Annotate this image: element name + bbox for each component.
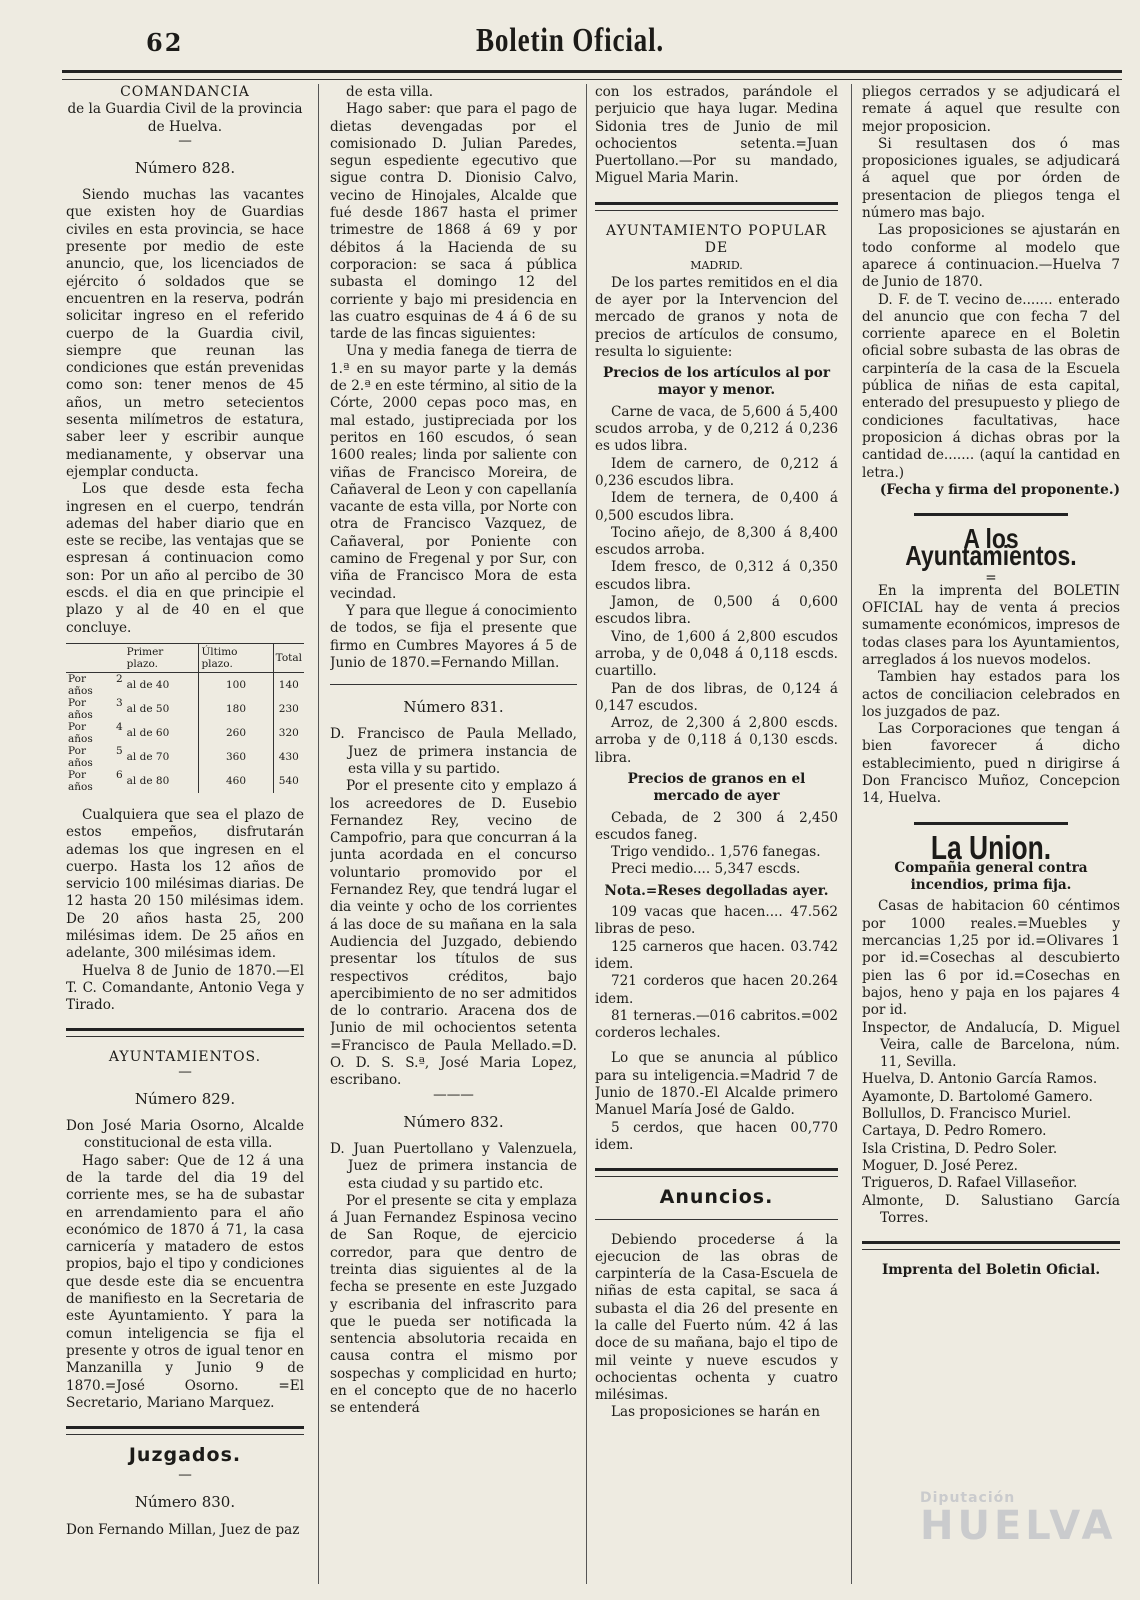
- separator: =: [985, 569, 997, 586]
- paragraph: Huelva 8 de Junio de 1870.—El T. C. Comandante, Antonio Vega y Tirado.: [66, 962, 304, 1014]
- table-cell: Por 3 años: [68, 696, 123, 721]
- watermark-small-text: Diputación: [920, 1490, 1016, 1506]
- notice-number: Número 829.: [134, 1089, 236, 1108]
- section-rule: [862, 1241, 1120, 1250]
- separator: —: [178, 1063, 192, 1080]
- column-4: [862, 84, 1120, 1584]
- divider: [595, 1219, 838, 1220]
- table-cell: 140: [273, 672, 304, 697]
- table-cell: 360: [199, 745, 273, 769]
- agent-item: Trigueros, D. Rafael Villaseñor.: [862, 1175, 1078, 1192]
- table-cell: 430: [273, 745, 304, 769]
- notice-intro: Don José Maria Osorno, Alcalde constitucional de esta villa.: [66, 1118, 304, 1152]
- paragraph: Por el presente se cita y emplaza á Juan Fernandez Espinosa vecino de San Roque, de ejercicio corredor, para que dentro de treinta dias siguientes al de la fecha se presente en este Juzgado y escribania del infrascrito para que le pueda ser notificada la sentencia absolutoria recaida en causa contra el mismo por sospechas y complicidad en hurto; en el concepto que de no hacerlo se entenderá: [330, 1192, 577, 1417]
- table-header: [66, 643, 125, 672]
- paragraph: Lo que se anuncia al público para su inteligencia.=Madrid 7 de Junio de 1870.-El Alcalde primero Manuel María José de Galdo.: [595, 1050, 838, 1119]
- notice-number: Número 832.: [403, 1112, 504, 1131]
- table-header: Último plazo.: [199, 643, 273, 672]
- paragraph: Y para que llegue á conocimiento de todos, se fija el presente que firmo en Cumbres Mayores á 5 de Junio de 1870.=Fernando Millan.: [330, 602, 577, 671]
- table-cell: al de 70: [126, 750, 170, 763]
- notice-number: Número 831.: [403, 698, 504, 717]
- separator: —: [178, 132, 192, 149]
- table-row: [66, 769, 304, 793]
- table-cell: 260: [199, 721, 273, 745]
- price-item: Idem de ternera, de 0,400 á 0,500 escudos libra.: [595, 490, 838, 524]
- table-cell: Por 4 años: [68, 720, 123, 745]
- imprint: Imprenta del Boletin Oficial.: [881, 1262, 1101, 1279]
- page-number: 62: [146, 28, 184, 57]
- agent-item: Moguer, D. José Perez.: [862, 1157, 1018, 1174]
- paragraph: Las Corporaciones que tengan á bien favorecer á dicho establecimiento, pued n dirigirse á Don Francisco Muñoz, Concepcion 14, Huelva.: [862, 721, 1120, 807]
- table-cell: Por 5 años: [68, 744, 123, 769]
- premium-table: [66, 643, 304, 793]
- section-rule: [595, 1168, 838, 1177]
- column-divider: [851, 84, 852, 1584]
- agent-item: Almonte, D. Salustiano García Torres.: [862, 1192, 1120, 1226]
- paragraph: Tambien hay estados para los actos de conciliacion celebrados en los juzgados de paz.: [862, 669, 1120, 720]
- paragraph: Cualquiera que sea el plazo de estos empeños, disfrutarán ademas los que ingresen en el cuerpo. Hasta los 12 años de servicio 100 milésimas diarias. De 12 hasta 20 150 milésimas idem. De 20 años hasta 25, 200 milésimas idem. De 25 años en adelante, 300 milésimas idem.: [66, 806, 304, 962]
- table-cell: al de 80: [126, 774, 170, 787]
- section-heading: La Union.: [930, 828, 1052, 866]
- newspaper-title: Boletin Oficial.: [475, 22, 665, 59]
- paragraph: Los que desde esta fecha ingresen en el cuerpo, tendrán ademas del haber diario que en este se recibe, las ventajas que se espresan á continuacion como son: Por un año al percibo de 30 escds. el dia en que principie el plazo y al de 40 en el que concluye.: [66, 481, 304, 636]
- agent-item: Inspector, de Andalucía, D. Miguel Veira, calle de Barcelona, núm. 11, Sevilla.: [862, 1019, 1120, 1071]
- section-heading: A los Ayuntamientos.: [905, 523, 1077, 572]
- price-item: Carne de vaca, de 5,600 á 5,400 scudos arroba, y de 0,212 á 0,236 es udos libra.: [595, 403, 838, 455]
- signature-note: (Fecha y firma del proponente.): [879, 481, 1120, 498]
- agent-item: Isla Cristina, D. Pedro Soler.: [862, 1140, 1058, 1157]
- price-item: Trigo vendido.. 1,576 fanegas.: [611, 844, 821, 861]
- divider: [914, 513, 1069, 516]
- paragraph: Si resultasen dos ó mas proposiciones iguales, se adjudicará á aquel que por órden de presentacion de pliegos tenga el número mas bajo.: [862, 135, 1120, 222]
- section-rule: [66, 1028, 304, 1037]
- column-divider: [586, 84, 587, 1584]
- price-item: Idem de carnero, de 0,212 á 0,236 escudos libra.: [595, 455, 838, 489]
- column-3: [595, 84, 838, 1584]
- subheading: Precios de granos en el mercado de ayer: [627, 770, 806, 805]
- separator: —: [178, 1467, 192, 1484]
- column-2: [330, 84, 577, 1584]
- masthead: [0, 18, 1140, 68]
- comandancia-title: COMANDANCIA: [120, 84, 250, 100]
- agent-item: Bollullos, D. Francisco Muriel.: [862, 1106, 1072, 1123]
- paragraph: En la imprenta del BOLETIN OFICIAL hay de venta á precios sumamente económicos, impresos de todas clases para los Ayuntamientos, arreglados á los nuevos modelos.: [862, 582, 1120, 668]
- price-item: 109 vacas que hacen.... 47.562 libras de peso.: [595, 904, 838, 938]
- section-heading: Juzgados.: [128, 1444, 242, 1467]
- table-row: [66, 745, 304, 769]
- paragraph: Hago saber: que para el pago de dietas devengadas por el comisionado D. Julian Paredes, segun espediente egecutivo que sigue contra D. Dionisio Calvo, vecino de Hinojales, Alcalde que fué desde 1867 hasta el primer trimestre de 1868 á 69 y por débitos á la Hacienda de su corporacion: se saca á pública subasta el domingo 12 del corriente y bajo mi presidencia en las cuatro esquinas de 4 á 6 de su tarde de las fincas siguientes:: [330, 101, 577, 343]
- price-item: Tocino añejo, de 8,300 á 8,400 escudos arroba.: [595, 524, 838, 559]
- table-cell: al de 50: [126, 702, 170, 715]
- paragraph: Por el presente cito y emplazo á los acreedores de D. Eusebio Fernandez Rey, vecino de Campofrio, para que concurran á la junta acordada en el concurso voluntario promovido por el Fernandez Rey, que tendrá lugar el dia veinte y ocho de los corrientes á las doce de su mañana en la sala Audiencia del Juzgado, debiendo presentar los títulos de sus respectivos créditos, bajo apercibimiento de no ser admitidos de lo contrario. Aracena dos de Junio de mil ochocientos setenta =Francisco de Paula Mellado.=D. O. D. S. S.ª, José Maria Lopez, escribano.: [330, 778, 577, 1089]
- table-cell: Por 2 años: [68, 672, 123, 697]
- table-row: [66, 697, 304, 721]
- subheading: Nota.=Reses degolladas ayer.: [604, 882, 829, 899]
- subheading: Compañia general contra incendios, prima fija.: [894, 859, 1088, 894]
- price-item: Pan de dos libras, de 0,124 á 0,147 escudos.: [595, 680, 838, 714]
- notice-intro: Don Fernando Millan, Juez de paz: [66, 1521, 300, 1538]
- watermark-big-text: HUELVA: [920, 1503, 1117, 1549]
- table-header-row: [66, 643, 304, 672]
- agent-item: Cartaya, D. Pedro Romero.: [862, 1123, 1047, 1140]
- separator: ———: [433, 1086, 474, 1103]
- price-item: Cebada, de 2 300 á 2,450 escudos faneg.: [595, 809, 838, 843]
- archive-watermark: [920, 1490, 1117, 1549]
- paragraph: Una y media fanega de tierra de 1.ª en su mayor parte y la demás de 2.ª en este término, al sitio de la Córte, 2000 cepas poco mas, en mal estado, justipreciada por los peritos en 160 escudos, ó sean 1600 reales; linda por saliente con viñas de Francisco Moreira, de Cañaveral de Leon y con capellanía vacante de esta villa, por Norte con otra de Francisco Vazquez, de Cañaveral, por Poniente con camino de Fregenal y por Sur, con viña de Francisco Mora de esta vecindad.: [330, 343, 577, 602]
- table-cell: 180: [199, 697, 273, 721]
- table-cell: 320: [273, 721, 304, 745]
- table-header: Total: [273, 643, 304, 672]
- table-cell: al de 40: [126, 678, 170, 691]
- comandancia-subtitle: de la Guardia Civil de la provincia de Huelva.: [67, 101, 303, 135]
- table-cell: 540: [273, 769, 304, 793]
- section-rule: [66, 1426, 304, 1435]
- divider: [914, 822, 1069, 825]
- paragraph: Las proposiciones se harán en: [611, 1404, 820, 1421]
- divider: [330, 684, 577, 685]
- paragraph: Las proposiciones se ajustarán en todo conforme al modelo que aparece á continuacion.—Huelva 7 de Junio de 1870.: [862, 222, 1120, 291]
- price-item: Idem fresco, de 0,312 á 0,350 escudos libra.: [595, 559, 838, 593]
- price-item: 81 terneras.—016 cabritos.=002 corderos lechales.: [595, 1007, 838, 1042]
- section-heading: Anuncios.: [659, 1186, 774, 1209]
- section-rule: [595, 202, 838, 211]
- section-heading: AYUNTAMIENTOS.: [108, 1049, 262, 1066]
- table-header: Primer plazo.: [125, 643, 199, 672]
- column-1: [66, 84, 304, 1584]
- paragraph: De los partes remitidos en el dia de ayer por la Intervencion del mercado de granos y nota de precios de artículos de consumo, resulta lo siguiente:: [595, 274, 838, 360]
- table-row: [66, 672, 304, 697]
- notice-number: Número 828.: [134, 158, 236, 177]
- price-item: Arroz, de 2,300 á 2,800 escds. arroba y de 0,118 á 0,130 escds. libra.: [595, 715, 838, 766]
- table-row: [66, 721, 304, 745]
- paragraph: Casas de habitacion 60 céntimos por 1000 reales.=Muebles y mercancias 1,25 por id.=Olivares 1 por id.=Cosechas al descubierto pien las 6 por id.=Cosechas en bajos, heno y paja en los pajares 4 por id.: [862, 898, 1120, 1019]
- section-subheading: MADRID.: [690, 259, 743, 273]
- subheading: Precios de los artículos al por mayor y menor.: [602, 365, 831, 399]
- paragraph: D. F. de T. vecino de....... enterado del anuncio que con fecha 7 del corriente aparece en el Boletin oficial sobre subasta de las obras de carpintería de la casa de la Escuela pública de niñas de esta capital, enterado del presupuesto y pliego de condiciones facultativas, hace proposicion á dichas obras por la cantidad de....... (aquí la cantidad en letra.): [862, 291, 1120, 481]
- paragraph: 5 cerdos, que hacen 00,770 idem.: [595, 1119, 838, 1153]
- paragraph: Hago saber: Que de 12 á una de la tarde del dia 19 del corriente mes, se ha de subastar en arrendamiento para el año económico de 1870 á 71, la casa carnicería y matadero de estos propios, bajo el tipo y condiciones que desde este dia se encuentra de manifiesto en la Secretaria de este Ayuntamiento. Y para la comun inteligencia se fija el presente y otros de igual tenor en Manzanilla y Junio 9 de 1870.=José Osorno. =El Secretario, Mariano Marquez.: [66, 1152, 304, 1411]
- table-cell: al de 60: [126, 726, 170, 739]
- section-heading: AYUNTAMIENTO POPULAR DE: [606, 222, 827, 257]
- price-item: Jamon, de 0,500 á 0,600 escudos libra.: [595, 594, 838, 628]
- paragraph: con los estrados, parándole el perjuicio que haya lugar. Medina Sidonia tres de Junio de mil ochocientos setenta.=Juan Puertollano.—Por su mandado, Miguel Maria Marin.: [595, 84, 838, 187]
- agent-item: Ayamonte, D. Bartolomé Gamero.: [862, 1088, 1093, 1105]
- price-item: Preci medio.... 5,347 escds.: [611, 861, 801, 878]
- agent-item: Huelva, D. Antonio García Ramos.: [862, 1071, 1098, 1088]
- table-cell: 460: [199, 769, 273, 793]
- table-cell: 230: [273, 697, 304, 721]
- paragraph: de esta villa.: [346, 84, 434, 100]
- paragraph: Siendo muchas las vacantes que existen hoy de Guardias civiles en esta provincia, se hace presente por medio de este anuncio, que, los licenciados de ejército ó soldados que se encuentren en la reserva, podrán solicitar ingreso en el referido cuerpo de la Guardia civil, siempre que reunan las condiciones que están prevenidas como son: tener menos de 45 años, un metro setecientos sesenta milímetros de estatura, saber leer y escribir aunque medianamente, y observar una ejemplar conducta.: [66, 187, 304, 480]
- notice-number: Número 830.: [134, 1493, 236, 1512]
- notice-intro: D. Juan Puertollano y Valenzuela, Juez de primera instancia de esta ciudad y su partido etc.: [330, 1140, 577, 1192]
- paragraph: Debiendo procederse á la ejecucion de las obras de carpintería de la Casa-Escuela de niñas de esta capital, se saca á subasta el dia 26 del presente en la calle del Fuerto núm. 42 á las doce de su mañana, bajo el tipo de mil veinte y nueve escudos y ochocientas ochenta y cuatro milésimas.: [595, 1231, 838, 1404]
- table-cell: 100: [199, 672, 273, 697]
- notice-intro: D. Francisco de Paula Mellado, Juez de primera instancia de esta villa y su partido.: [330, 726, 577, 777]
- table-cell: Por 6 años: [68, 768, 123, 793]
- paragraph: pliegos cerrados y se adjudicará el remate á aquel que resulte con mejor proposicion.: [862, 84, 1120, 135]
- header-rule: [62, 70, 1122, 80]
- price-item: 721 corderos que hacen 20.264 idem.: [595, 973, 838, 1007]
- column-divider: [318, 84, 319, 1584]
- price-item: Vino, de 1,600 á 2,800 escudos arroba, y de 0,048 á 0,118 escds. cuartillo.: [595, 628, 838, 680]
- price-item: 125 carneros que hacen. 03.742 idem.: [595, 938, 838, 972]
